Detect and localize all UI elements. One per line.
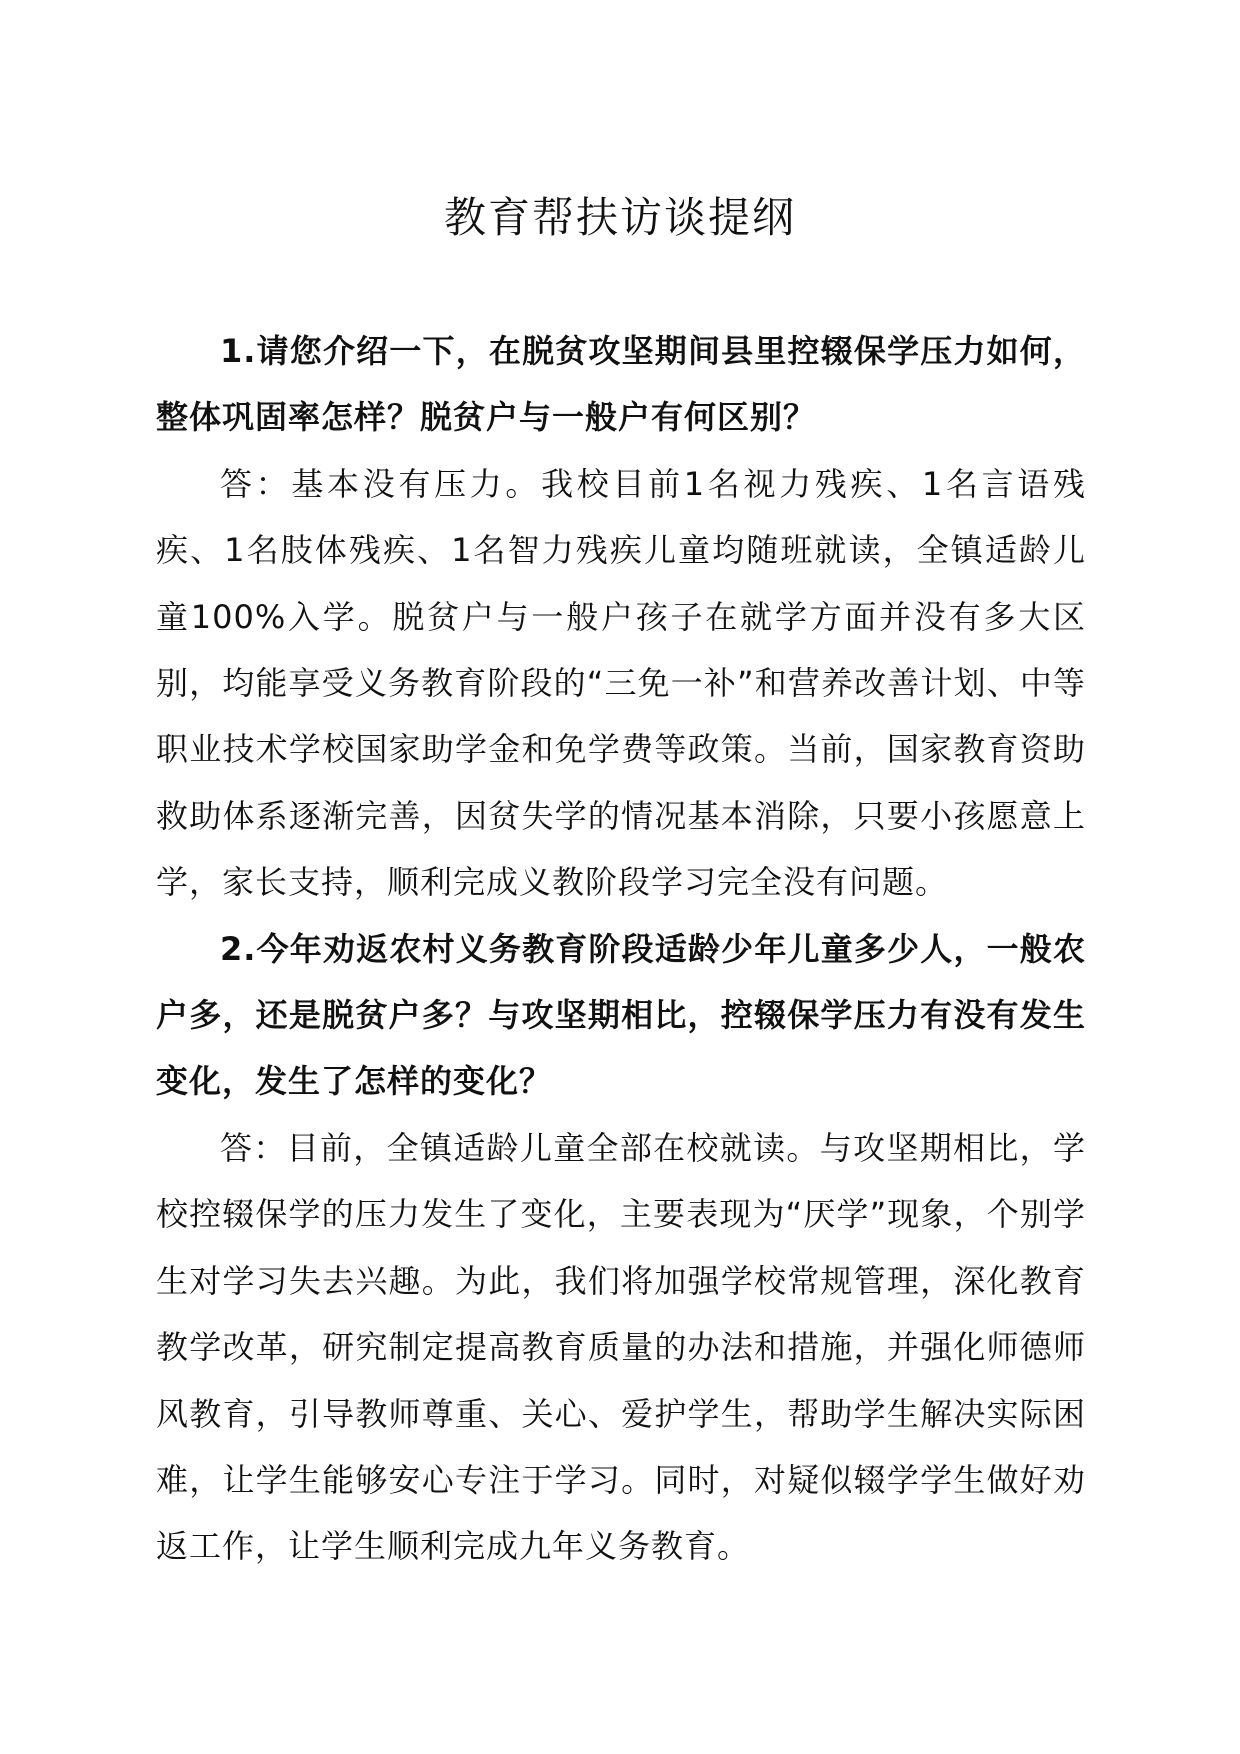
document-body — [156, 318, 1086, 1580]
document-title: 教育帮扶访谈提纲 — [443, 193, 796, 242]
answer-1: 答：基本没有压力。我校目前1名视力残疾、1名言语残疾、1名肢体残疾、1名智力残疾儿童均随班就读，全镇适龄儿童100%入学。脱贫户与一般户孩子在就学方面并没有多大区别，均能享受义务教育阶段的“三免一补”和营养改善计划、中等职业技术学校国家助学金和免学费等政策。当前，国家教育资助救助体系逐渐完善，因贫失学的情况基本消除，只要小孩愿意上学，家长支持，顺利完成义教阶段学习完全没有问题。 — [156, 464, 1086, 902]
question-1: 1.请您介绍一下，在脱贫攻坚期间县里控辍保学压力如何，整体巩固率怎样？脱贫户与一般户有何区别？ — [156, 332, 1086, 437]
answer-2: 答：目前，全镇适龄儿童全部在校就读。与攻坚期相比，学校控辍保学的压力发生了变化，主要表现为“厌学”现象，个别学生对学习失去兴趣。为此，我们将加强学校常规管理，深化教育教学改革，研究制定提高教育质量的办法和措施，并强化师德师风教育，引导教师尊重、关心、爱护学生，帮助学生解决实际困难，让学生能够安心专注于学习。同时，对疑似辍学学生做好劝返工作，让学生顺利完成九年义务教育。 — [156, 1128, 1086, 1566]
question-2: 2.今年劝返农村义务教育阶段适龄少年儿童多少人，一般农户多，还是脱贫户多？与攻坚期相比，控辍保学压力有没有发生变化，发生了怎样的变化？ — [156, 929, 1086, 1101]
